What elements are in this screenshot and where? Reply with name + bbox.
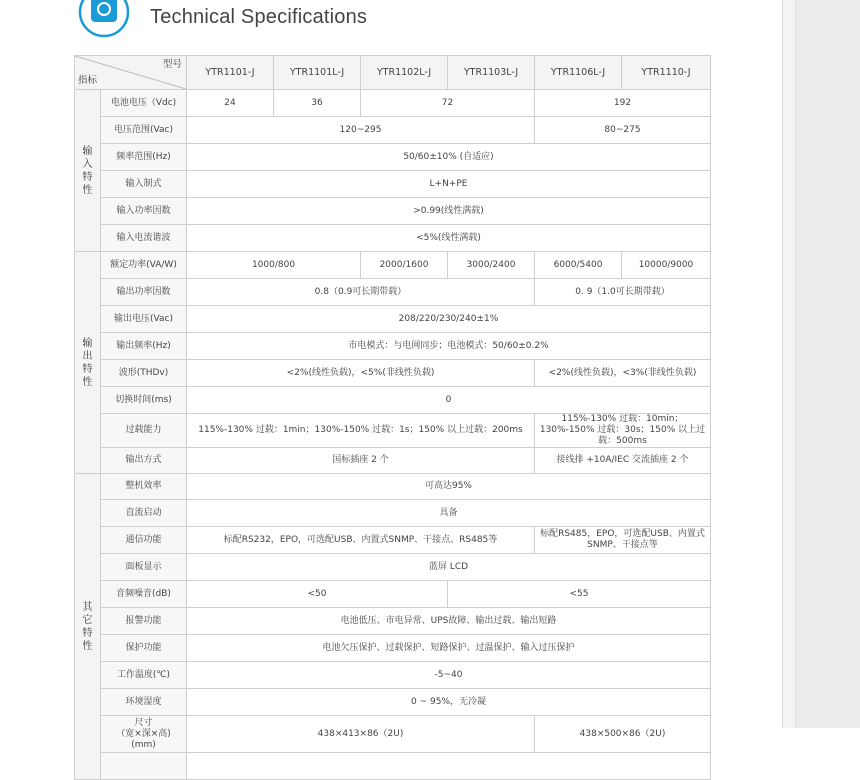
row-label: 输出功率因数 [101,279,187,306]
row-label: 电池电压（Vdc) [101,90,187,117]
cell: 115%-130% 过载：10min；130%-150% 过载：30s；150% 以上过载：500ms [535,414,711,448]
table-row [75,689,711,716]
table-row [75,360,711,387]
cell: 蓝屏 LCD [187,554,711,581]
cell: 115%-130% 过载：1min；130%-150% 过载：1s；150% 以上过载：200ms [187,414,535,448]
cell: 标配RS232，EPO，可选配USB、内置式SNMP、干接点、RS485等 [187,527,535,554]
row-label: 输入功率因数 [101,198,187,225]
gear-shield-icon [78,0,130,38]
table-row [75,171,711,198]
row-label: 频率范围(Hz) [101,144,187,171]
cell: <2%(线性负载)，<3%(非线性负载) [535,360,711,387]
cell: 0. 9（1.0可长期带载） [535,279,711,306]
row-label: 输出频率(Hz) [101,333,187,360]
row-label: 音频噪音(dB) [101,581,187,608]
table-row [75,225,711,252]
table-row [75,252,711,279]
row-label: 环境湿度 [101,689,187,716]
cell: 3000/2400 [448,252,535,279]
cell: 标配RS485，EPO，可选配USB、内置式SNMP、干接点等 [535,527,711,554]
table-row [75,753,711,780]
table-row [75,90,711,117]
cell: 电池欠压保护、过载保护、短路保护、过温保护、输入过压保护 [187,635,711,662]
cell: 0 ~ 95%，无冷凝 [187,689,711,716]
cell: 接线排 +10A/IEC 交流插座 2 个 [535,448,711,474]
cell: 438×500×86（2U) [535,716,711,753]
table-row [75,527,711,554]
cell: 438×413×86（2U) [187,716,535,753]
cell: 0 [187,387,711,414]
row-label: 过载能力 [101,414,187,448]
cell: 80~275 [535,117,711,144]
row-label: 保护功能 [101,635,187,662]
cell: -5~40 [187,662,711,689]
cell: 10000/9000 [622,252,711,279]
cell: <2%(线性负载)，<5%(非线性负载) [187,360,535,387]
table-row [75,554,711,581]
group-output: 输出特性 [75,252,101,474]
group-other: 其它特性 [75,474,101,780]
cell: 208/220/230/240±1% [187,306,711,333]
model-header: YTR1106L-J [535,56,622,90]
table-row [75,117,711,144]
scrollbar-track[interactable] [783,0,796,728]
row-label: 面板显示 [101,554,187,581]
cell: 192 [535,90,711,117]
table-row [75,198,711,225]
table-row [75,333,711,360]
row-label: 输入电流谐波 [101,225,187,252]
cell: 1000/800 [187,252,361,279]
table-row [75,474,711,500]
table-row [75,608,711,635]
cell: 市电模式：与电网同步；电池模式：50/60±0.2% [187,333,711,360]
model-header: YTR1102L-J [361,56,448,90]
table-corner [75,56,187,90]
row-label: 尺寸 （宽×深×高) (mm) [101,716,187,753]
table-row [75,500,711,527]
table-row [75,387,711,414]
cell: 72 [361,90,535,117]
cell: 国标插座 2 个 [187,448,535,474]
corner-index-label: 指标 [78,75,98,86]
side-panel [782,0,860,728]
table-header-row [75,56,711,90]
table-row [75,716,711,753]
spec-table [74,55,711,780]
row-label [101,753,187,780]
table-row [75,144,711,171]
row-label: 报警功能 [101,608,187,635]
row-label: 整机效率 [101,474,187,500]
table-row [75,414,711,448]
cell: 0.8（0.9可长期带载） [187,279,535,306]
cell: L+N+PE [187,171,711,198]
table-row [75,581,711,608]
row-label: 输出方式 [101,448,187,474]
row-label: 切换时间(ms) [101,387,187,414]
cell: 可高达95% [187,474,711,500]
model-header: YTR1101-J [187,56,274,90]
table-row [75,662,711,689]
cell: <50 [187,581,448,608]
cell: <5%(线性满载) [187,225,711,252]
row-label: 通信功能 [101,527,187,554]
cell: >0.99(线性满载) [187,198,711,225]
row-label: 输出电压(Vac) [101,306,187,333]
row-label: 电压范围(Vac) [101,117,187,144]
row-label: 输入制式 [101,171,187,198]
model-header: YTR1110-J [622,56,711,90]
table-row [75,448,711,474]
corner-model-label: 型号 [162,59,182,70]
model-header: YTR1103L-J [448,56,535,90]
table-row [75,306,711,333]
cell: 36 [274,90,361,117]
row-label: 波形(THDv) [101,360,187,387]
cell: 6000/5400 [535,252,622,279]
cell: 50/60±10% (自适应) [187,144,711,171]
row-label: 工作温度(℃) [101,662,187,689]
cell: 24 [187,90,274,117]
row-label: 额定功率(VA/W) [101,252,187,279]
group-input: 输入特性 [75,90,101,252]
page-title: Technical Specifications [150,6,368,28]
row-label: 直流启动 [101,500,187,527]
model-header: YTR1101L-J [274,56,361,90]
cell: 2000/1600 [361,252,448,279]
table-row [75,635,711,662]
cell: 具备 [187,500,711,527]
cell [187,753,711,780]
table-row [75,279,711,306]
cell: <55 [448,581,711,608]
cell: 120~295 [187,117,535,144]
cell: 电池低压、市电异常、UPS故障、输出过载、输出短路 [187,608,711,635]
